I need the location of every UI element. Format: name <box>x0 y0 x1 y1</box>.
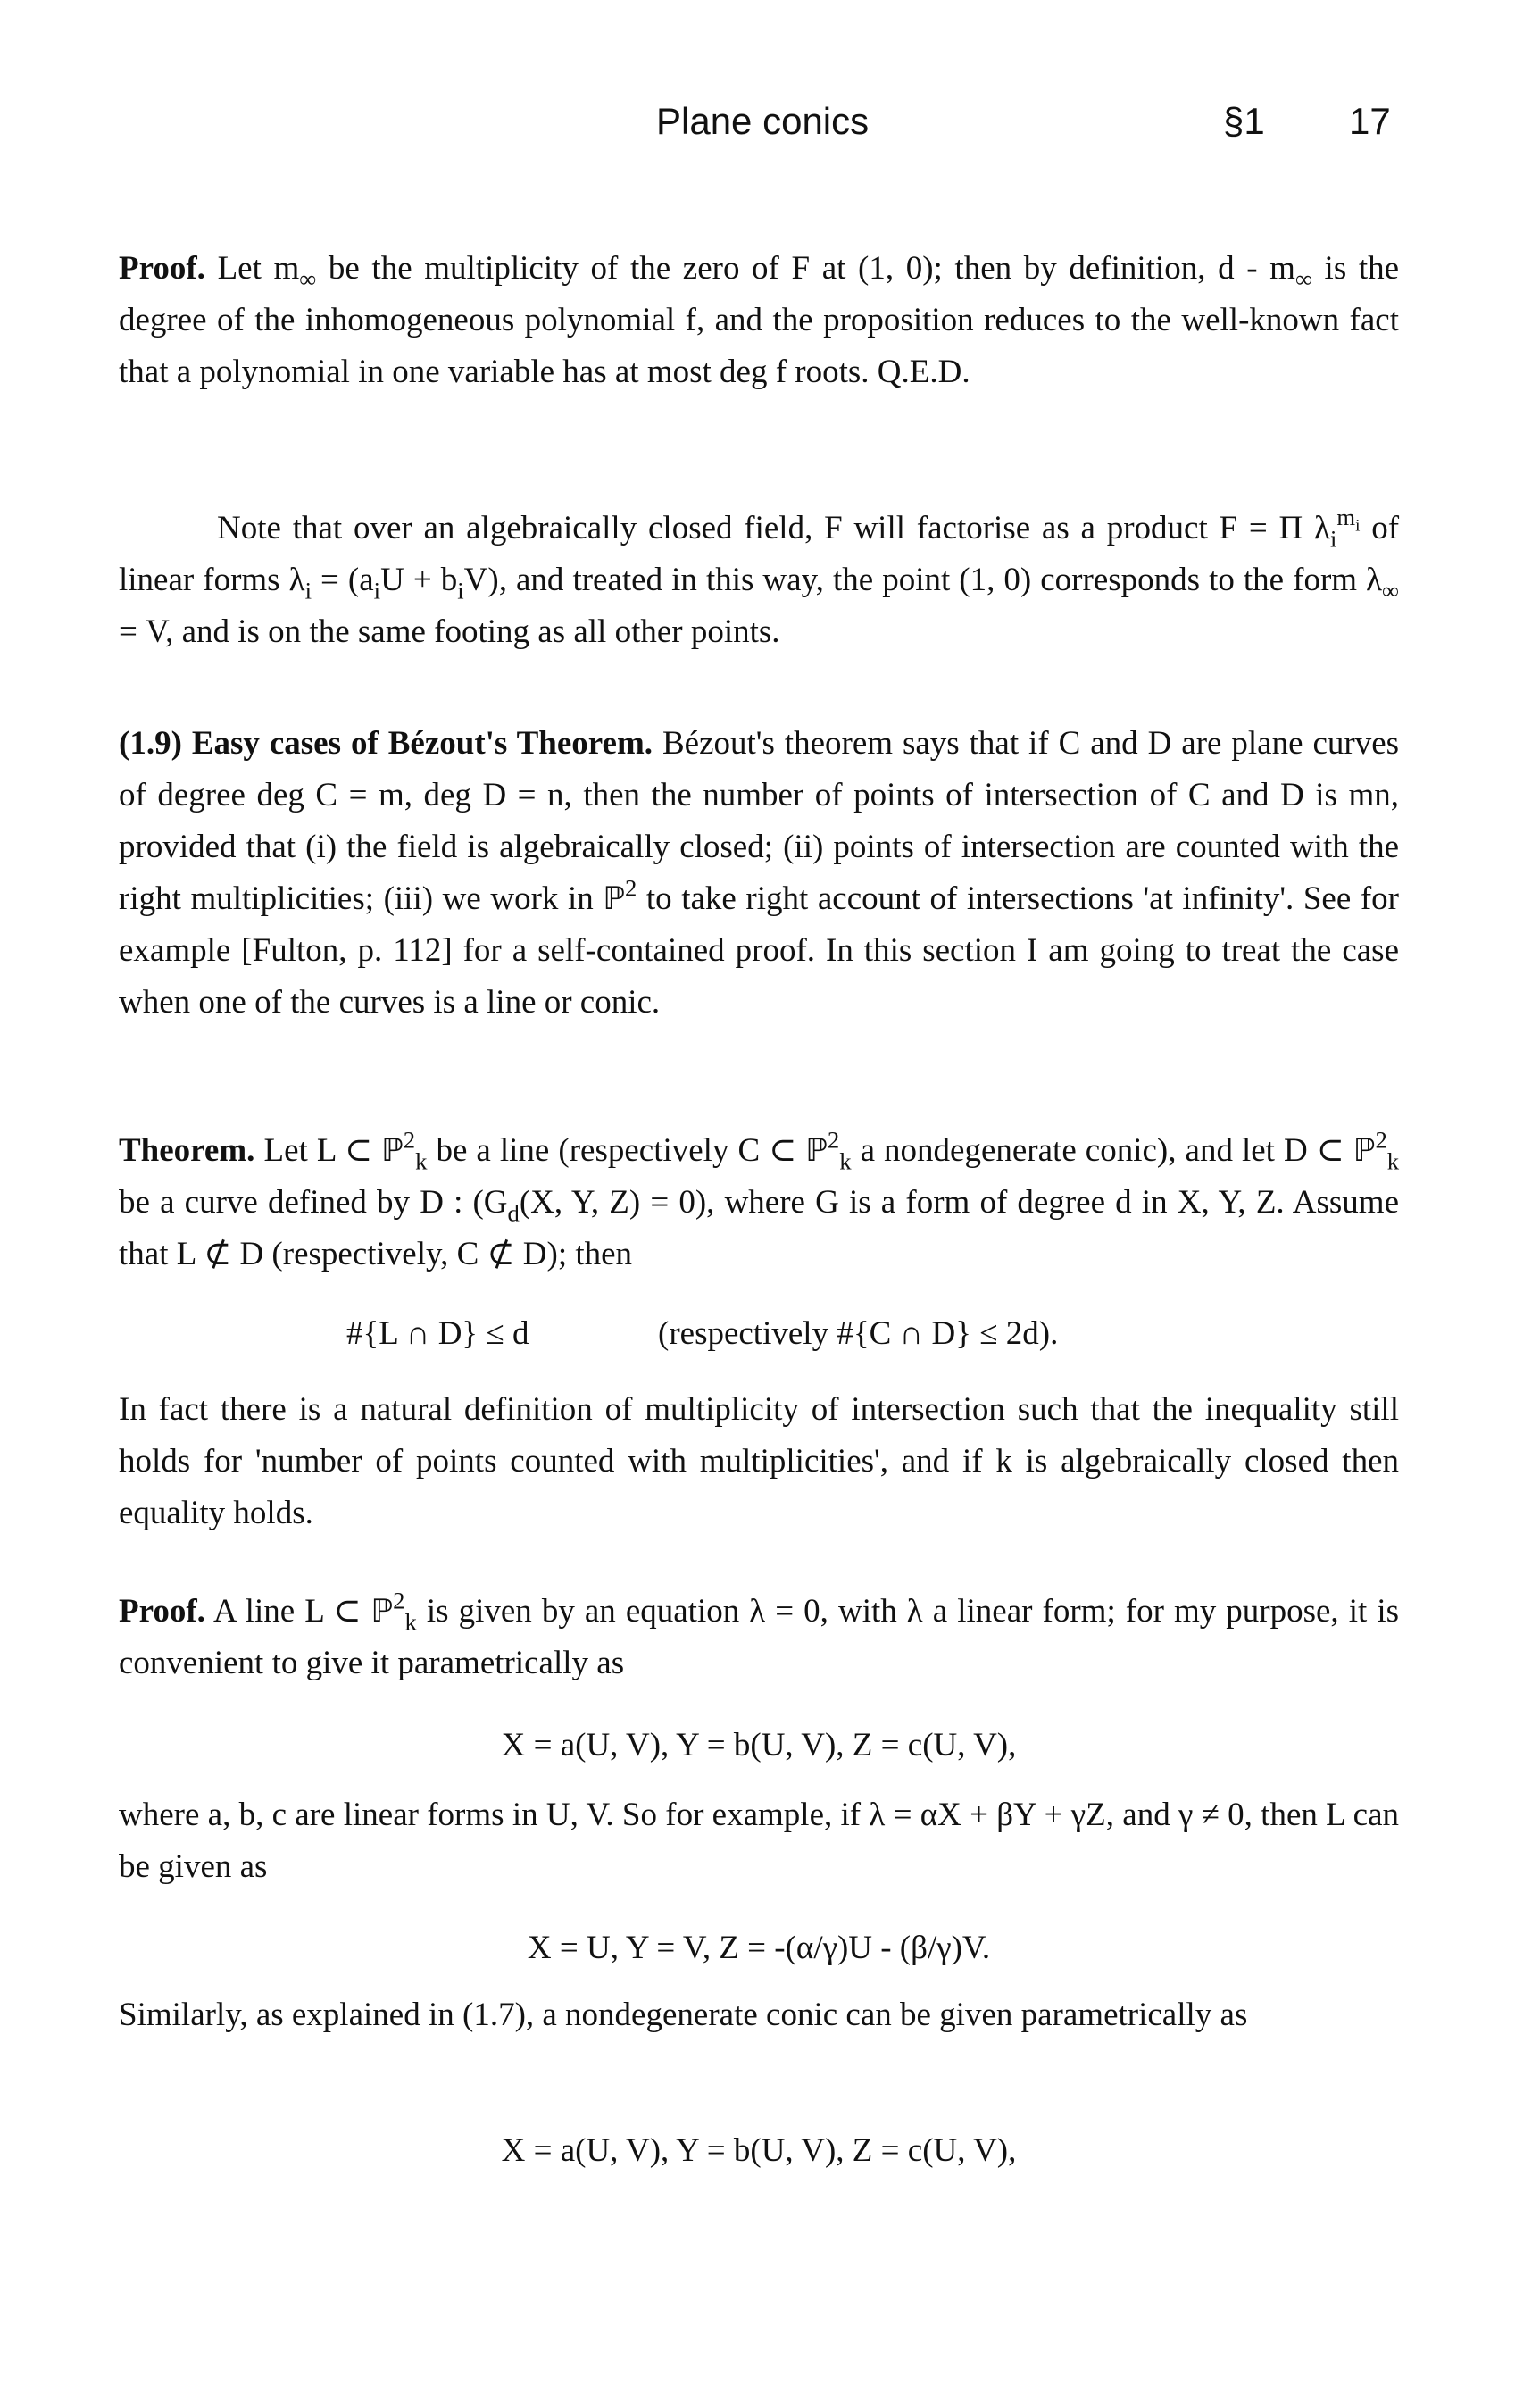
subscript: k <box>415 1147 428 1175</box>
subscript: k <box>404 1608 417 1636</box>
text: U + b <box>380 562 458 598</box>
text: a nondegenerate conic), and let D ⊂ <box>860 1132 1344 1169</box>
text: m <box>1336 504 1356 531</box>
subscript: ∞ <box>299 265 317 293</box>
text: m <box>1269 250 1295 287</box>
subscript: i <box>1355 517 1361 537</box>
section-heading: (1.9) Easy cases of Bézout's Theorem. <box>119 725 653 762</box>
multiplicity-paragraph <box>119 1384 1399 1539</box>
text: is the degree of the inhomogeneous polynomial f, and the proposition reduces to the well-known fact that a polynomial in one variable has at most deg f roots. Q.E.D. <box>119 250 1400 390</box>
text: where a, b, c are linear forms in U, V. So for example, if λ = αX + βY + γZ, and γ ≠ 0, then L can be given as <box>119 1797 1399 1885</box>
text: be the multiplicity of the zero of F at (1, 0); then by definition, d - <box>328 250 1258 287</box>
text: m <box>273 250 300 287</box>
proof-label: Proof. <box>119 250 205 287</box>
text: is given by an equation λ = 0, with λ a linear form; for my purpose, it is convenient to give it parametrically as <box>119 1593 1400 1681</box>
superscript: 2 <box>827 1126 840 1154</box>
text: (X, Y, Z) = 0), where G is a form of degree d in X, Y, Z. Assume that L ⊄ D (respectively, C ⊄ D); then <box>119 1184 1399 1272</box>
text: = V, and is on the same footing as all other points. <box>119 613 780 650</box>
text: V), and treated in this way, the point (1, 0) corresponds to the form λ <box>463 562 1383 598</box>
text: of linear forms λ <box>119 510 1400 598</box>
text: = (a <box>320 562 374 598</box>
equation: X = a(U, V), Y = b(U, V), Z = c(U, V), <box>501 1727 1017 1763</box>
subscript: k <box>1386 1147 1400 1175</box>
text: Bézout's theorem says that if C and D are plane curves of degree deg C = m, deg D = n, then the number of points of intersection of C and D is mn, provided that (i) the field is algebraically closed; (ii) points of intersection are counted with the right multiplicities; (iii) we work in <box>119 725 1400 917</box>
superscript: 2 <box>393 1587 405 1614</box>
equation-line-example <box>119 1922 1399 1974</box>
conic-paragraph <box>119 1989 1399 2041</box>
running-header <box>0 100 1540 154</box>
proof-paragraph-2 <box>119 1586 1399 1689</box>
text: A line L ⊂ <box>212 1593 362 1630</box>
subscript: i <box>457 577 464 605</box>
subscript: k <box>839 1147 852 1175</box>
text: In fact there is a natural definition of multiplicity of intersection such that the inequality still holds for 'number of points counted with multiplicities', and if k is algebraically closed then equality holds. <box>119 1391 1399 1531</box>
text: Similarly, as explained in (1.7), a nondegenerate conic can be given parametrically as <box>119 1997 1248 2033</box>
equation-conic-parametric <box>119 2125 1399 2177</box>
note-paragraph <box>119 503 1399 658</box>
projective-plane-symbol: ℙ <box>805 1132 828 1169</box>
text: be a line (respectively C ⊂ <box>436 1132 797 1169</box>
subscript: i <box>373 577 381 605</box>
superscript: 2 <box>1375 1126 1387 1154</box>
projective-plane-symbol: ℙ <box>370 1593 394 1630</box>
subscript: i <box>1329 525 1337 553</box>
bezout-paragraph <box>119 718 1399 1029</box>
text: to take right account of intersections 'at infinity'. See for example [Fulton, p. 112] for a self-contained proof. In this section I am going to treat the case when one of the curves is a line or conic. <box>119 880 1399 1021</box>
projective-plane-symbol: ℙ <box>603 880 625 917</box>
equation-left: #{L ∩ D} ≤ d <box>346 1315 529 1352</box>
projective-plane-symbol: ℙ <box>381 1132 404 1169</box>
subscript: d <box>507 1199 520 1227</box>
text: be a curve defined by D : (G <box>119 1184 508 1221</box>
equation-line-parametric <box>119 1720 1399 1772</box>
text: Note that over an algebraically closed field, F will factorise as a product F = Π λ <box>217 510 1330 546</box>
proof-paragraph-1 <box>119 243 1399 398</box>
subscript: i <box>304 577 312 605</box>
theorem-label: Theorem. <box>119 1132 255 1169</box>
subscript: ∞ <box>1382 577 1400 605</box>
linear-forms-paragraph <box>119 1789 1399 1893</box>
theorem-paragraph <box>119 1125 1399 1280</box>
equation: X = a(U, V), Y = b(U, V), Z = c(U, V), <box>501 2132 1017 2169</box>
subscript: ∞ <box>1294 265 1312 293</box>
header-section: §1 <box>1223 100 1265 142</box>
superscript: 2 <box>403 1126 416 1154</box>
header-title: Plane conics <box>656 100 870 142</box>
equation-right: (respectively #{C ∩ D} ≤ 2d). <box>658 1315 1059 1352</box>
page-number: 17 <box>1349 100 1391 142</box>
projective-plane-symbol: ℙ <box>1353 1132 1376 1169</box>
equation: X = U, Y = V, Z = -(α/γ)U - (β/γ)V. <box>527 1930 991 1966</box>
proof-label: Proof. <box>119 1593 205 1630</box>
text: Let L ⊂ <box>263 1132 373 1169</box>
superscript: 2 <box>624 874 637 902</box>
superscript <box>1336 504 1361 537</box>
text: Let <box>217 250 262 287</box>
